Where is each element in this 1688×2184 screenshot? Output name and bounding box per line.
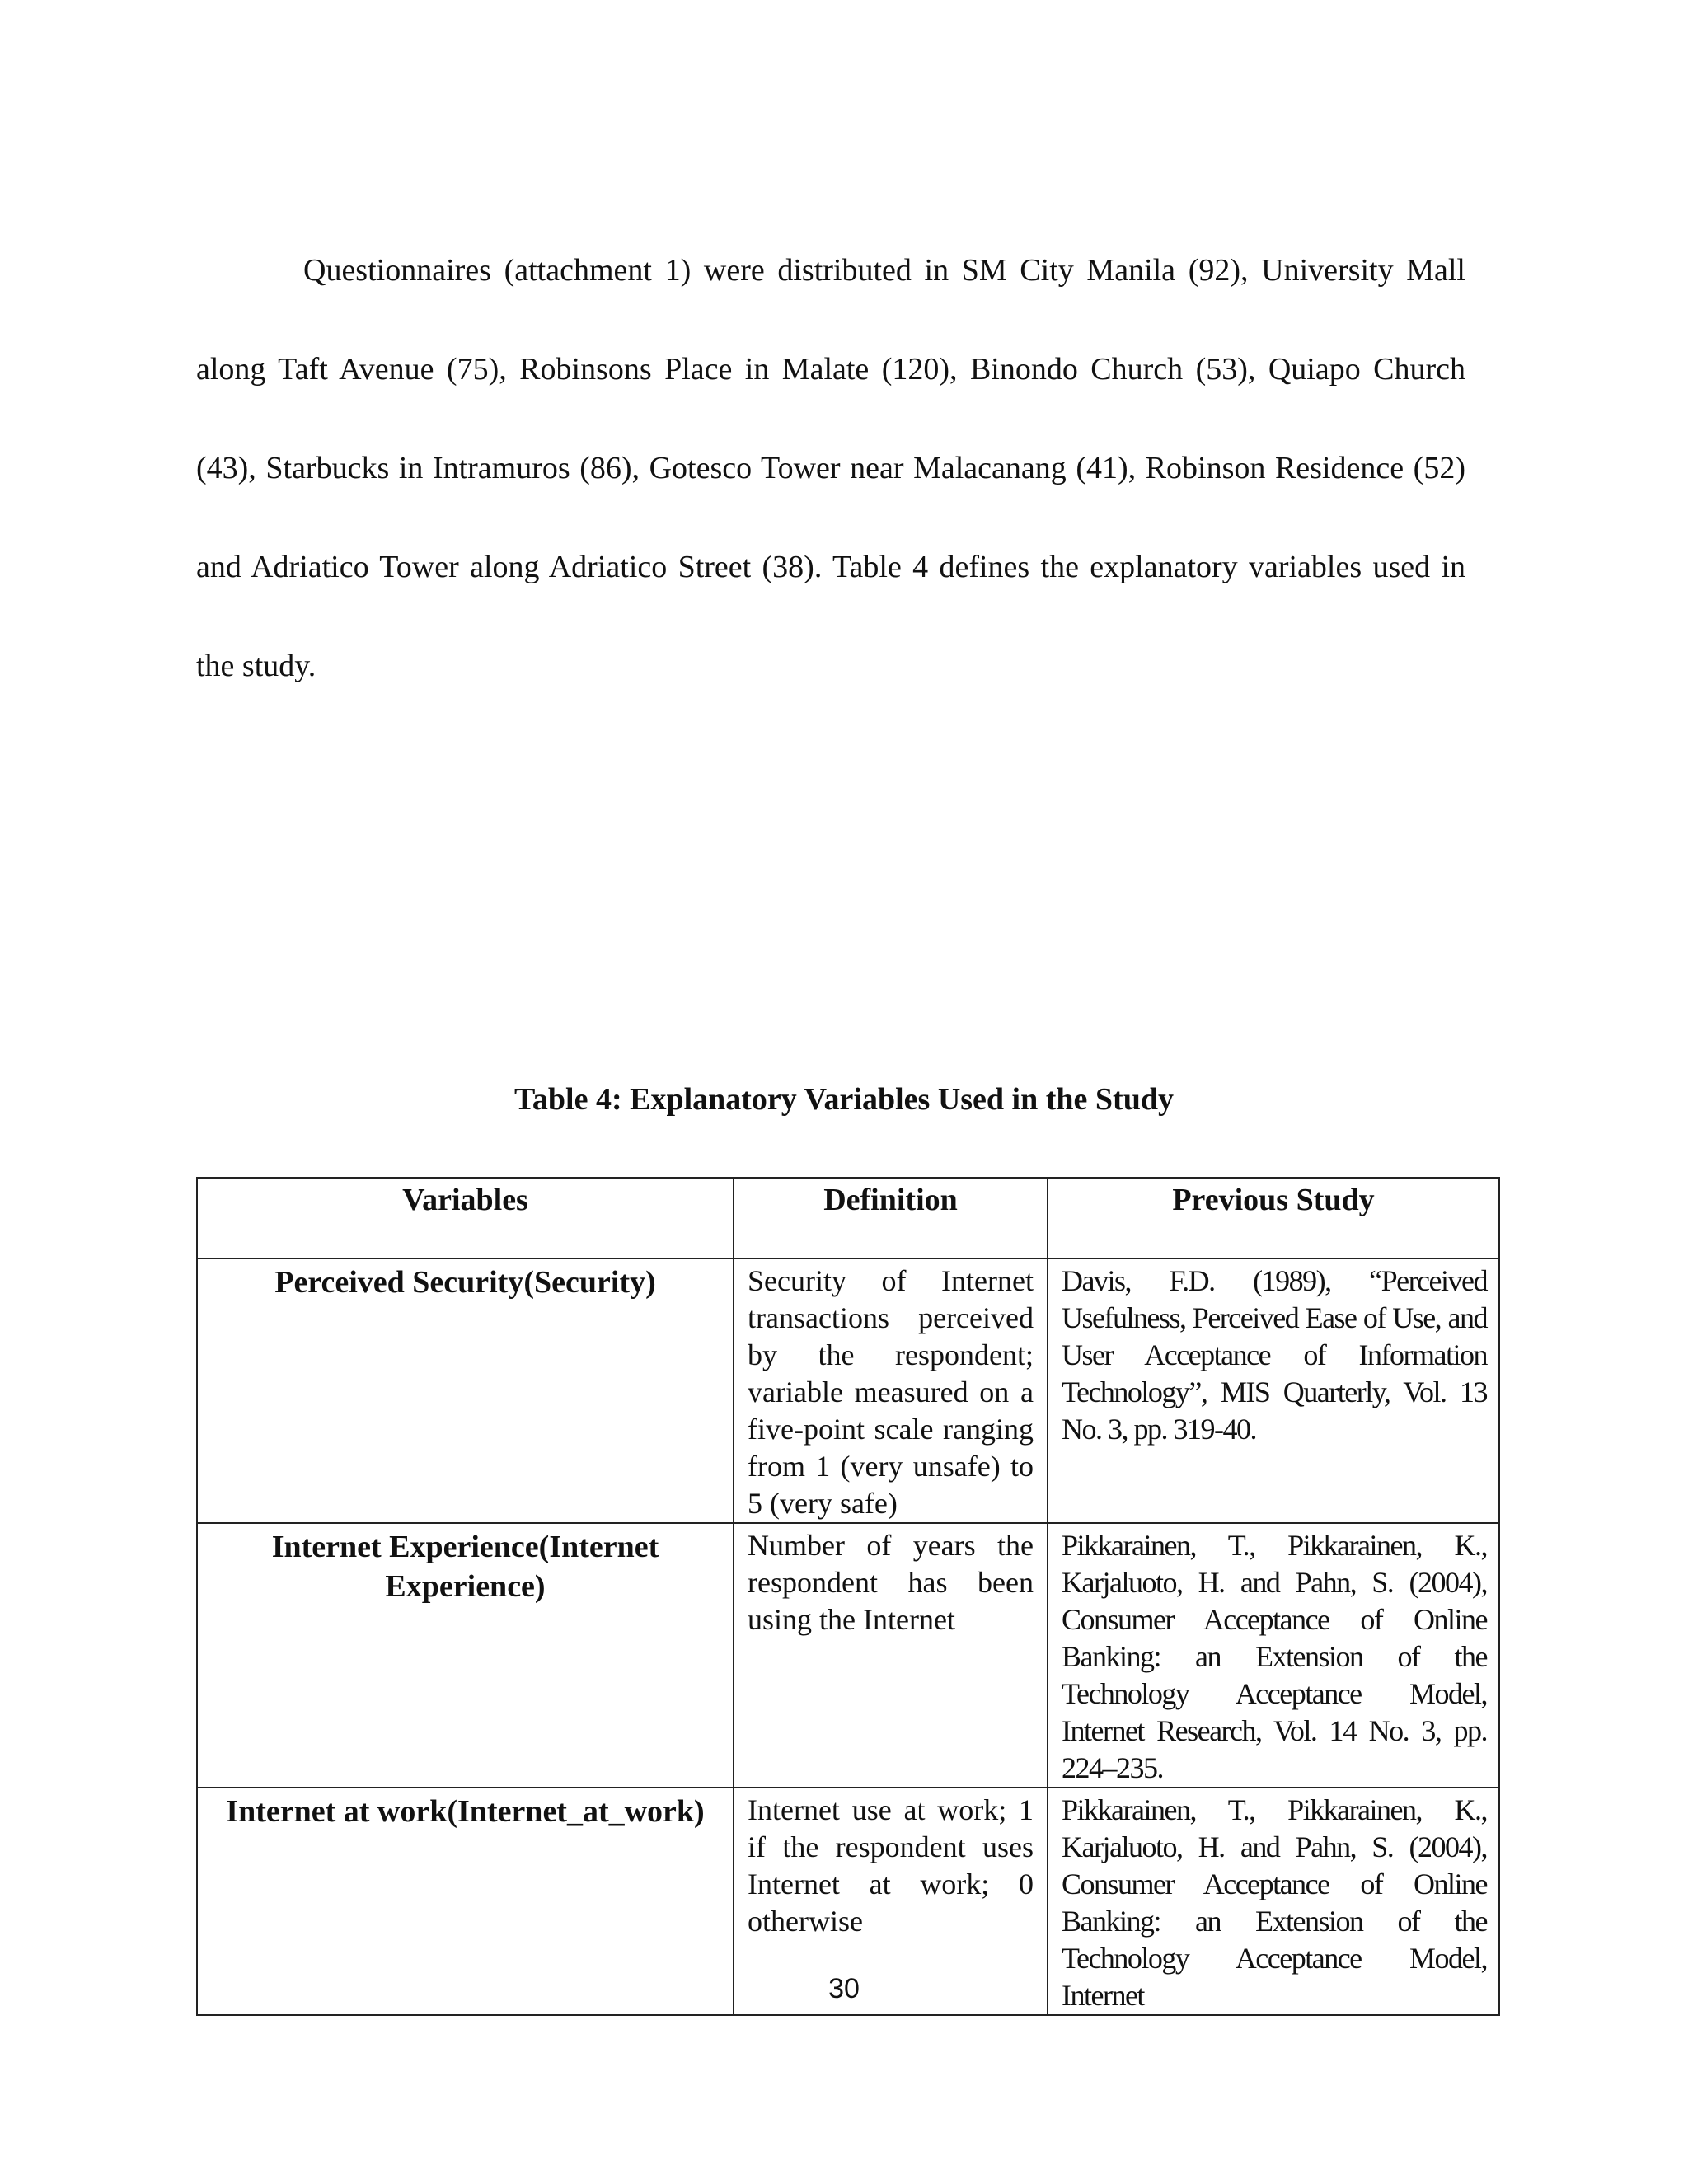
table-row: [197, 1523, 1499, 1788]
variable-cell: Internet Experience(Internet Experience): [197, 1523, 734, 1788]
table-caption: Table 4: Explanatory Variables Used in the Study: [514, 1082, 1174, 1117]
explanatory-variables-table: [196, 1177, 1500, 2016]
previous-study-cell: Pikkarainen, T., Pikkarainen, K., Karjaluoto, H. and Pahn, S. (2004), Consumer Acceptance of Online Banking: an Extension of the Technology Acceptance Model, Internet Research, Vol. 14 No. 3, pp. 224–235.: [1048, 1523, 1499, 1788]
variable-cell: Internet at work(Internet_at_work): [197, 1788, 734, 2015]
page-number: 30: [828, 1973, 860, 2004]
table-header-row: [197, 1178, 1499, 1258]
table-row: [197, 1258, 1499, 1523]
definition-cell: Number of years the respondent has been using the Internet: [734, 1523, 1048, 1788]
definition-cell: Internet use at work; 1 if the respondent uses Internet at work; 0 otherwise: [734, 1788, 1048, 2015]
previous-study-cell: Davis, F.D. (1989), “Perceived Usefulness, Perceived Ease of Use, and User Acceptance of Information Technology”, MIS Quarterly, Vol. 13 No. 3, pp. 319-40.: [1048, 1258, 1499, 1523]
definition-cell: Security of Internet transactions perceived by the respondent; variable measured on a five-point scale ranging from 1 (very unsafe) to 5 (very safe): [734, 1258, 1048, 1523]
previous-study-cell: Pikkarainen, T., Pikkarainen, K., Karjaluoto, H. and Pahn, S. (2004), Consumer Acceptance of Online Banking: an Extension of the Technology Acceptance Model, Internet: [1048, 1788, 1499, 2015]
body-paragraph: Questionnaires (attachment 1) were distributed in SM City Manila (92), University Mall along Taft Avenue (75), Robinsons Place in Malate (120), Binondo Church (53), Quiapo Church (43), Starbucks in Intramuros (86), Gotesco Tower near Malacanang (41), Robinson Residence (52) and Adriatico Tower along Adriatico Street (38). Table 4 defines the explanatory variables used in the study.: [196, 253, 1465, 683]
header-previous-study: Previous Study: [1048, 1178, 1499, 1258]
header-variables: Variables: [197, 1178, 734, 1258]
header-definition: Definition: [734, 1178, 1048, 1258]
variable-cell: Perceived Security(Security): [197, 1258, 734, 1523]
